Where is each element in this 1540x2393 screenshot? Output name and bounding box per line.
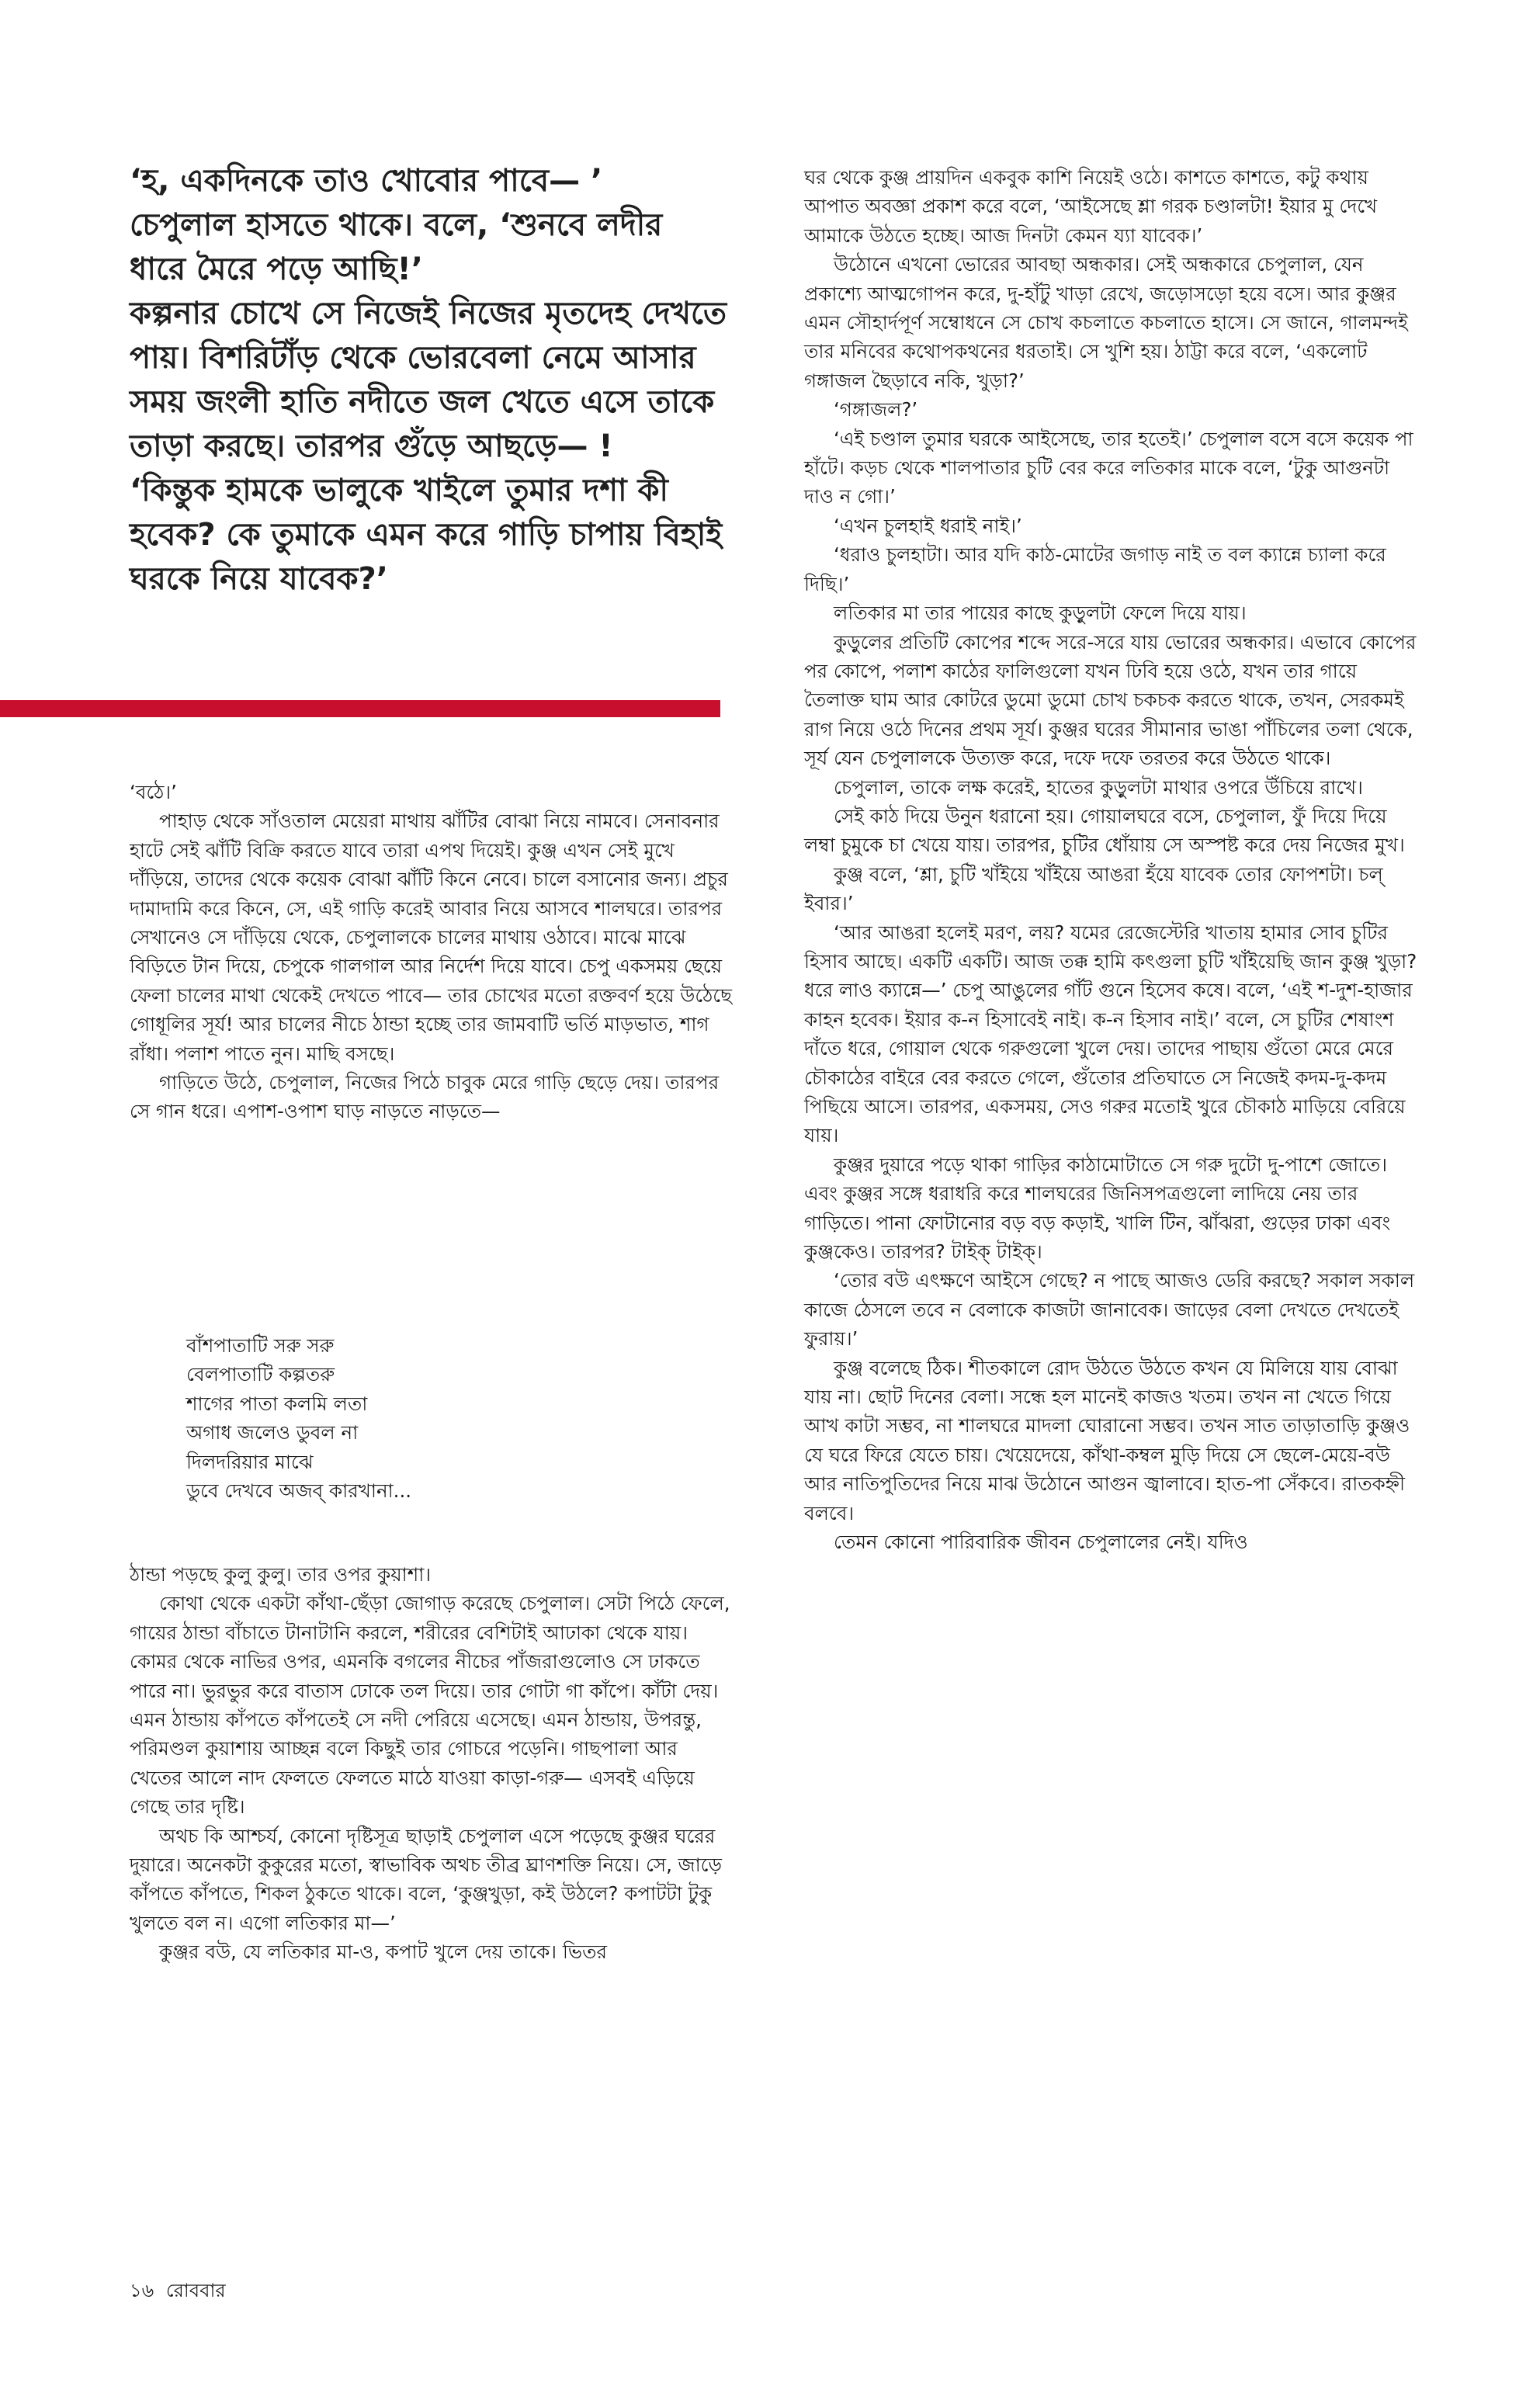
paragraph: কুঞ্জর দুয়ারে পড়ে থাকা গাড়ির কাঠামোটাতে সে গরু দুটো দু-পাশে জোতে। এবং কুঞ্জর সঙ্গে ধরাধরি করে শালঘরের জিনিসপত্রগুলো লাদিয়ে নেয় তার গাড়িতে। পানা ফোটানোর বড় বড় কড়াই, খালি টিন, ঝাঁঝরা, গুড়ের ঢাকা এবং কুঞ্জকেও। তারপর? টাইক্ টাইক্। [804, 1153, 1391, 1264]
magazine-name: রোববার [165, 2280, 226, 2301]
pull-quote [130, 159, 727, 602]
song-verse [186, 1331, 683, 1505]
paragraph: কুড়ুলের প্রতিটি কোপের শব্দে সরে-সরে যায় ভোরের অন্ধকার। এভাবে কোপের পর কোপে, পলাশ কাঠের ফালিগুলো যখন ঢিবি হয়ে ওঠে, যখন তার গায়ে তৈলাক্ত ঘাম আর কোটরে ডুমো ডুমো চোখ চকচক করতে থাকে, তখন, সেরকমই রাগ নিয়ে ওঠে দিনের প্রথম সূর্য। কুঞ্জর ঘরের সীমানার ভাঙা পাঁচিলের তলা থেকে, সূর্য যেন চেপুলালকে উত্যক্ত করে, দফে দফে তরতর করে উঠতে থাকে। [804, 630, 1417, 770]
paragraph: ‘গঙ্গাজল?’ [834, 398, 918, 421]
paragraph: ‘আর আঙরা হলেই মরণ, লয়? যমের রেজেস্টেরি খাতায় হামার সোব চুটির হিসাব আছে। একটি একটি। আজ তক্ক হামি কৎগুলা চুটি খাঁইয়েছি জান কুঞ্জ খুড়া? ধরে লাও ক্যান্নে—’ চেপু আঙুলের গাঁট গুনে হিসেব কষে। বলে, ‘এই শ-দুশ-হাজার কাহন হবেক। ইয়ার ক-ন হিসাবেই নাই। ক-ন হিসাব নাই।’ বলে, সে চুটির শেষাংশ দাঁতে ধরে, গোয়াল থেকে গরুগুলো খুলে দেয়। তাদের পাছায় গুঁতো মেরে মেরে চৌকাঠের বাইরে বের করতে গেলে, গুঁতোর প্রতিঘাতে সে নিজেই কদম-দু-কদম পিছিয়ে আসে। তারপর, একসময়, সেও গরুর মতোই খুরে চৌকাঠ মাড়িয়ে বেরিয়ে যায়। [804, 921, 1417, 1147]
paragraph: অথচ কি আশ্চর্য, কোনো দৃষ্টিসূত্র ছাড়াই চেপুলাল এসে পড়েছে কুঞ্জর ঘরের দুয়ারে। অনেকটা কুকুরের মতো, স্বাভাবিক অথচ তীব্র ঘ্রাণশক্তি নিয়ে। সে, জাড়ে কাঁপতে কাঁপতে, শিকল ঠুকতে থাকে। বলে, ‘কুঞ্জখুড়া, কই উঠলে? কপাটটা টুকু খুলতে বল ন। এগো লতিকার মা—’ [130, 1824, 723, 1934]
paragraph: কোথা থেকে একটা কাঁথা-ছেঁড়া জোগাড় করেছে চেপুলাল। সেটা পিঠে ফেলে, গায়ের ঠান্ডা বাঁচাতে টানাটানি করলে, শরীরের বেশিটাই আঢাকা থেকে যায়। কোমর থেকে নাভির ওপর, এমনকি বগলের নীচের পাঁজরাগুলোও সে ঢাকতে পারে না। ভুরভুর করে বাতাস ঢোকে তল দিয়ে। তার গোটা গা কাঁপে। কাঁটা দেয়। এমন ঠান্ডায় কাঁপতে কাঁপতেই সে নদী পেরিয়ে এসেছে। এমন ঠান্ডায়, উপরন্তু, পরিমণ্ডল কুয়াশায় আচ্ছন্ন বলে কিছুই তার গোচরে পড়েনি। গাছপালা আর খেতের আলে নাদ ফেলতে ফেলতে মাঠে যাওয়া কাড়া-গরু— এসবই এড়িয়ে গেছে তার দৃষ্টি। [130, 1592, 730, 1819]
paragraph: লতিকার মা তার পায়ের কাছে কুড়ুলটা ফেলে দিয়ে যায়। [834, 602, 1247, 625]
paragraph: ‘তোর বউ এৎক্ষণে আইসে গেছে? ন পাছে আজও ডেরি করছে? সকাল সকাল কাজে ঠেসলে তবে ন বেলাকে কাজটা জানাবেক। জাড়ের বেলা দেখতে দেখতেই ফুরায়।’ [804, 1269, 1415, 1351]
pull-quote-line: ‘কিন্তুক হামকে ভালুকে খাইলে তুমার দশা কী হবেক? কে তুমাকে এমন করে গাড়ি চাপায় বিহাই ঘরকে নিয়ে যাবেক?’ [130, 473, 723, 597]
verse-line: বাঁশপাতাটি সরু সরু [186, 1334, 335, 1357]
paragraph: চেপুলাল, তাকে লক্ষ করেই, হাতের কুড়ুলটা মাথার ওপরে উঁচিয়ে রাখে। [834, 775, 1363, 799]
verse-line: ডুবে দেখবে অজব্ কারখানা... [186, 1479, 412, 1503]
page-number: ১৬ [130, 2280, 154, 2301]
pull-quote-line: ‘হ, একদিনকে তাও খোবোর পাবে— ’ [130, 163, 603, 199]
paragraph: পাহাড় থেকে সাঁওতাল মেয়েরা মাথায় ঝাঁটির বোঝা নিয়ে নামবে। সেনাবনার হাটে সেই ঝাঁটি বিক্রি করতে যাবে তারা এপথ দিয়েই। কুঞ্জ এখন সেই মুখে দাঁড়িয়ে, তাদের থেকে কয়েক বোঝা ঝাঁটি কিনে নেবে। চালে বসানোর জন্য। প্রচুর দামাদামি করে কিনে, সে, এই গাড়ি করেই আবার নিয়ে আসবে শালঘরে। তারপর সেখানেও সে দাঁড়িয়ে থেকে, চেপুলালকে চালের মাথায় ওঠাবে। মাঝে মাঝে বিড়িতে টান দিয়ে, চেপুকে গালগাল আর নির্দেশ দিয়ে যাবে। চেপু একসময় ছেয়ে ফেলা চালের মাথা থেকেই দেখতে পাবে— তার চোখের মতো রক্তবর্ণ হয়ে উঠেছে গোধূলির সূর্য! আর চালের নীচে ঠান্ডা হচ্ছে তার জামবাটি ভর্তি মাড়ভাত, শাগ রাঁধা। পলাশ পাতে নুন। মাছি বসছে। [130, 810, 733, 1065]
left-column-upper [130, 778, 735, 1126]
verse-line: অগাধ জলেও ডুবল না [186, 1421, 359, 1444]
paragraph: কুঞ্জ বলে, ‘শ্লা, চুটি খাঁইয়ে খাঁইয়ে আঙরা হঁয়ে যাবেক তোর ফোপশটা। চল্ ইবার।’ [804, 862, 1383, 915]
paragraph: ঘর থেকে কুঞ্জ প্রায়দিন একবুক কাশি নিয়েই ওঠে। কাশতে কাশতে, কটু কথায় আপাত অবজ্ঞা প্রকাশ করে বলে, ‘আইসেছে শ্লা গরক চণ্ডালটা! ইয়ার মু দেখে আমাকে উঠতে হচ্ছে। আজ দিনটা কেমন য্যা যাবেক।’ [804, 166, 1378, 247]
right-column [804, 163, 1417, 1557]
paragraph: ‘এই চণ্ডাল তুমার ঘরকে আইসেছে, তার হতেই।’ চেপুলাল বসে বসে কয়েক পা হাঁটে। কড়চ থেকে শালপাতার চুটি বের করে লতিকার মাকে বলে, ‘টুকু আগুনটা দাও ন গো।’ [804, 427, 1413, 508]
pull-quote-line: কল্পনার চোখে সে নিজেই নিজের মৃতদেহ দেখতে পায়। বিশরিটাঁড় থেকে ভোরবেলা নেমে আসার সময় জংলী হাতি নদীতে জল খেতে এসে তাকে তাড়া করছে। তারপর গুঁড়ে আছড়ে— ! [130, 296, 727, 464]
left-column-lower [130, 1560, 735, 1967]
verse-line: বেলপাতাটি কল্পতরু [186, 1363, 335, 1386]
pull-quote-line: চেপুলাল হাসতে থাকে। বলে, ‘শুনবে লদীর ধারে মৈরে পড়ে আছি!’ [130, 207, 663, 287]
paragraph: কুঞ্জ বলেছে ঠিক। শীতকালে রোদ উঠতে উঠতে কখন যে মিলিয়ে যায় বোঝা যায় না। ছোট দিনের বেলা। সন্ধে হল মানেই কাজও খতম। তখন না খেতে গিয়ে আখ কাটা সম্ভব, না শালঘরে মাদলা ঘোরানো সম্ভব। তখন সাত তাড়াতাড়ি কুঞ্জও যে ঘরে ফিরে যেতে চায়। খেয়েদেয়ে, কাঁথা-কম্বল মুড়ি দিয়ে সে ছেলে-মেয়ে-বউ আর নাতিপুতিদের নিয়ে মাঝ উঠোনে আগুন জ্বালাবে। হাত-পা সেঁকবে। রাতকহ্নী বলবে। [804, 1356, 1410, 1524]
page-footer [130, 2277, 232, 2308]
paragraph: কুঞ্জর বউ, যে লতিকার মা-ও, কপাট খুলে দেয় তাকে। ভিতর [159, 1940, 607, 1964]
paragraph: ‘ধরাও চুলহাটা। আর যদি কাঠ-মোটের জগাড় নাই ত বল ক্যান্নে চ্যালা করে দিছি।’ [804, 543, 1386, 595]
verse-line: দিলদরিয়ার মাঝে [186, 1450, 314, 1473]
paragraph: ‘বঠে।’ [130, 781, 177, 803]
paragraph: উঠোনে এখনো ভোরের আবছা অন্ধকার। সেই অন্ধকারে চেপুলাল, যেন প্রকাশ্যে আত্মগোপন করে, দু-হাঁটু খাড়া রেখে, জড়োসড়ো হয়ে বসে। আর কুঞ্জর এমন সৌহার্দপূর্ণ সম্বোধনে সে চোখ কচলাতে কচলাতে হাসে। সে জানে, গালমন্দই তার মনিবের কথোপকথনের ধরতাই। সে খুশি হয়। ঠাট্টা করে বলে, ‘একলোট গঙ্গাজল ছৈড়াবে নকি, খুড়া?’ [804, 253, 1408, 392]
red-divider-rule [0, 700, 720, 717]
paragraph: ‘এখন চুলহাই ধরাই নাই।’ [834, 514, 1022, 537]
paragraph: গাড়িতে উঠে, চেপুলাল, নিজের পিঠে চাবুক মেরে গাড়ি ছেড়ে দেয়। তারপর সে গান ধরে। এপাশ-ওপাশ ঘাড় নাড়তে নাড়তে— [130, 1071, 720, 1123]
paragraph: সেই কাঠ দিয়ে উনুন ধরানো হয়। গোয়ালঘরে বসে, চেপুলাল, ফুঁ দিয়ে দিয়ে লম্বা চুমুকে চা খেয়ে যায়। তারপর, চুটির ধোঁয়ায় সে অস্পষ্ট করে দেয় নিজের মুখ। [804, 804, 1405, 857]
paragraph: ঠান্ডা পড়ছে কুলু কুলু। তার ওপর কুয়াশা। [130, 1563, 432, 1586]
paragraph: তেমন কোনো পারিবারিক জীবন চেপুলালের নেই। যদিও [834, 1531, 1248, 1554]
verse-line: শাগের পাতা কলমি লতা [186, 1392, 368, 1415]
